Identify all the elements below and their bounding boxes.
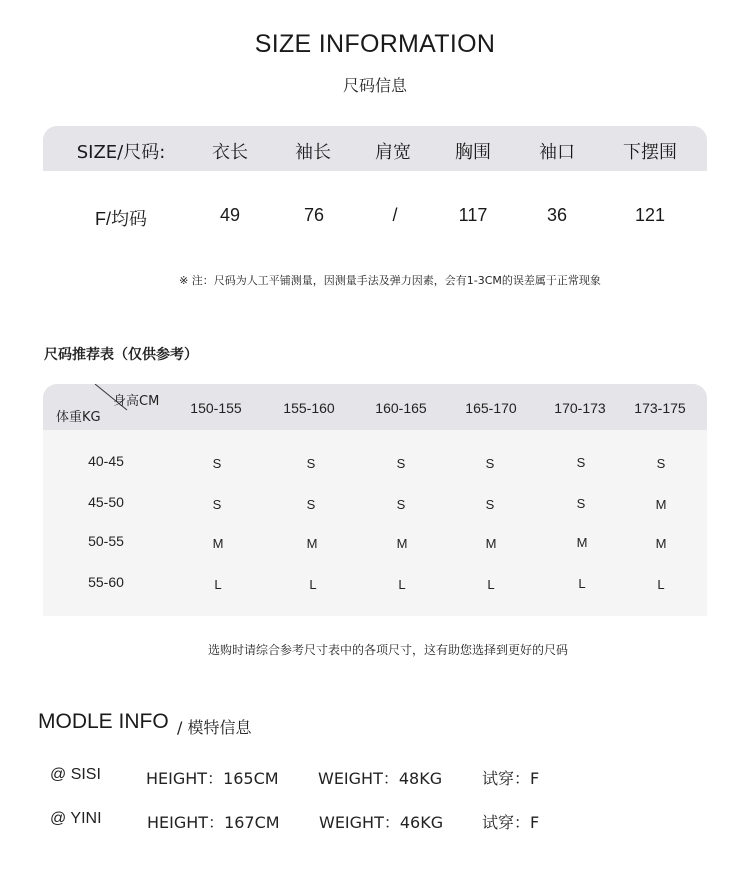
model-height: HEIGHT：167CM bbox=[147, 813, 280, 832]
measurement-note: ※ 注：尺码为人工平铺测量，因测量手法及弹力因素，会有1-3CM的误差属于正常现象 bbox=[179, 274, 601, 287]
model-fit-size: 试穿：F bbox=[482, 769, 540, 788]
size-cell: S bbox=[396, 456, 406, 471]
size-value-cuff: 36 bbox=[546, 205, 568, 225]
weight-row-2: 45-50 bbox=[88, 494, 124, 510]
size-cell: S bbox=[485, 497, 495, 512]
page-title: SIZE INFORMATION bbox=[254, 30, 496, 58]
size-cell: M bbox=[396, 536, 408, 551]
corner-height-label: 身高CM bbox=[113, 394, 160, 409]
size-cell: M bbox=[485, 536, 497, 551]
size-cell: S bbox=[212, 497, 222, 512]
height-col-3: 160-165 bbox=[375, 400, 427, 416]
model-fit-size: 试穿：F bbox=[482, 813, 540, 832]
size-cell: L bbox=[657, 577, 665, 592]
size-cell: L bbox=[214, 577, 222, 592]
size-cell: S bbox=[485, 456, 495, 471]
size-header-shoulder: 肩宽 bbox=[375, 142, 411, 163]
height-col-4: 165-170 bbox=[465, 400, 517, 416]
size-header-length: 衣长 bbox=[212, 142, 248, 163]
size-cell: S bbox=[656, 456, 666, 471]
size-value-hem: 121 bbox=[634, 205, 666, 225]
weight-row-4: 55-60 bbox=[88, 574, 124, 590]
height-col-6: 173-175 bbox=[634, 400, 686, 416]
size-value-chest: 117 bbox=[458, 205, 488, 225]
size-cell: M bbox=[655, 536, 667, 551]
size-value-length: 49 bbox=[219, 205, 241, 225]
size-value-size: F/均码 bbox=[95, 209, 147, 229]
size-cell: L bbox=[487, 577, 495, 592]
height-col-1: 150-155 bbox=[190, 400, 242, 416]
recommend-title: 尺码推荐表（仅供参考） bbox=[44, 347, 198, 363]
size-cell: S bbox=[306, 456, 316, 471]
model-weight: WEIGHT：46KG bbox=[319, 813, 444, 832]
size-header-hem: 下摆围 bbox=[623, 142, 677, 163]
size-cell: S bbox=[306, 497, 316, 512]
size-cell: M bbox=[306, 536, 318, 551]
size-value-shoulder: / bbox=[392, 205, 398, 225]
size-cell: S bbox=[576, 496, 586, 511]
model-info-title: MODLE INFO bbox=[38, 710, 169, 733]
size-cell: S bbox=[396, 497, 406, 512]
size-cell: S bbox=[212, 456, 222, 471]
model-weight: WEIGHT：48KG bbox=[318, 769, 443, 788]
size-cell: M bbox=[576, 535, 588, 550]
height-col-5: 170-173 bbox=[554, 400, 606, 416]
model-height: HEIGHT：165CM bbox=[146, 769, 279, 788]
size-cell: L bbox=[578, 576, 586, 591]
recommend-body bbox=[43, 430, 707, 616]
size-header-size: SIZE/尺码: bbox=[76, 142, 166, 163]
weight-row-3: 50-55 bbox=[88, 533, 124, 549]
size-header-chest: 胸围 bbox=[455, 142, 491, 163]
height-col-2: 155-160 bbox=[283, 400, 335, 416]
weight-row-1: 40-45 bbox=[88, 453, 124, 469]
size-selection-tip: 选购时请综合参考尺寸表中的各项尺寸，这有助您选择到更好的尺码 bbox=[207, 643, 568, 657]
model-info-subtitle: / 模特信息 bbox=[177, 718, 252, 737]
size-cell: M bbox=[212, 536, 224, 551]
size-header-sleeve: 袖长 bbox=[295, 142, 331, 163]
size-value-sleeve: 76 bbox=[303, 205, 325, 225]
model-name: @ YINI bbox=[50, 810, 102, 827]
size-cell: L bbox=[398, 577, 406, 592]
size-cell: M bbox=[655, 497, 667, 512]
page-subtitle: 尺码信息 bbox=[342, 76, 407, 95]
size-header-cuff: 袖口 bbox=[539, 142, 575, 163]
model-name: @ SISI bbox=[50, 766, 101, 783]
corner-weight-label: 体重KG bbox=[56, 410, 101, 425]
size-cell: L bbox=[309, 577, 317, 592]
size-cell: S bbox=[576, 455, 586, 470]
